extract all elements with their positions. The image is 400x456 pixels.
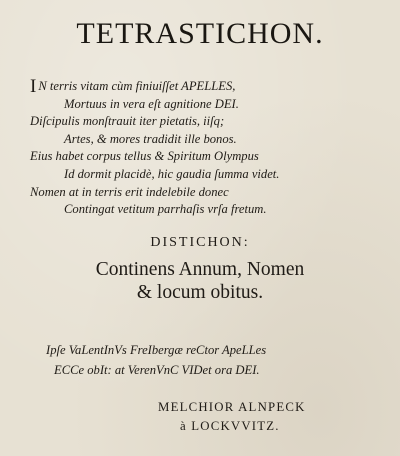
verse-line: Ipſe VaLentInVs FreIbergæ reCtor ApeLLes [46, 343, 267, 357]
drop-cap: I [30, 76, 37, 97]
distichon-title-line: & locum obitus. [136, 282, 264, 303]
chronogram-verse [46, 340, 386, 380]
verse-line: ECCe obIt: at VerenVnC VIDet ora DEI. [54, 363, 260, 377]
poem-line: Artes, & mores tradidit ille bonos. [64, 131, 237, 146]
poem-line [30, 78, 390, 96]
poem-line-text: N terris vitam cùm finiuiſſet APELLES, [38, 79, 236, 93]
poem-line: Diſcipulis monſtrauit iter pietatis, iiſq; [30, 114, 225, 129]
poem-line: Contingat vetitum parrhaſis vrſa fretum. [64, 202, 267, 217]
distichon-title-line: Continens Annum, Nomen [95, 259, 305, 280]
signature-line: MELCHIOR ALNPECK [158, 400, 306, 414]
poem-line: Eius habet corpus tellus & Spiritum Olympus [30, 149, 259, 164]
signature-line: à LOCKVVITZ. [180, 419, 280, 433]
distichon-title [0, 258, 400, 304]
tetrastichon-poem [30, 78, 390, 219]
poem-line: Nomen at in terris erit indelebile donec [30, 184, 229, 199]
page-title: TETRASTICHON. [76, 17, 324, 50]
poem-line: Id dormit placidè, hic gaudia ſumma videt. [64, 166, 280, 181]
author-signature [158, 398, 388, 436]
distichon-heading: DISTICHON: [150, 235, 250, 250]
poem-line: Mortuus in vera eſt agnitione DEI. [64, 96, 239, 111]
